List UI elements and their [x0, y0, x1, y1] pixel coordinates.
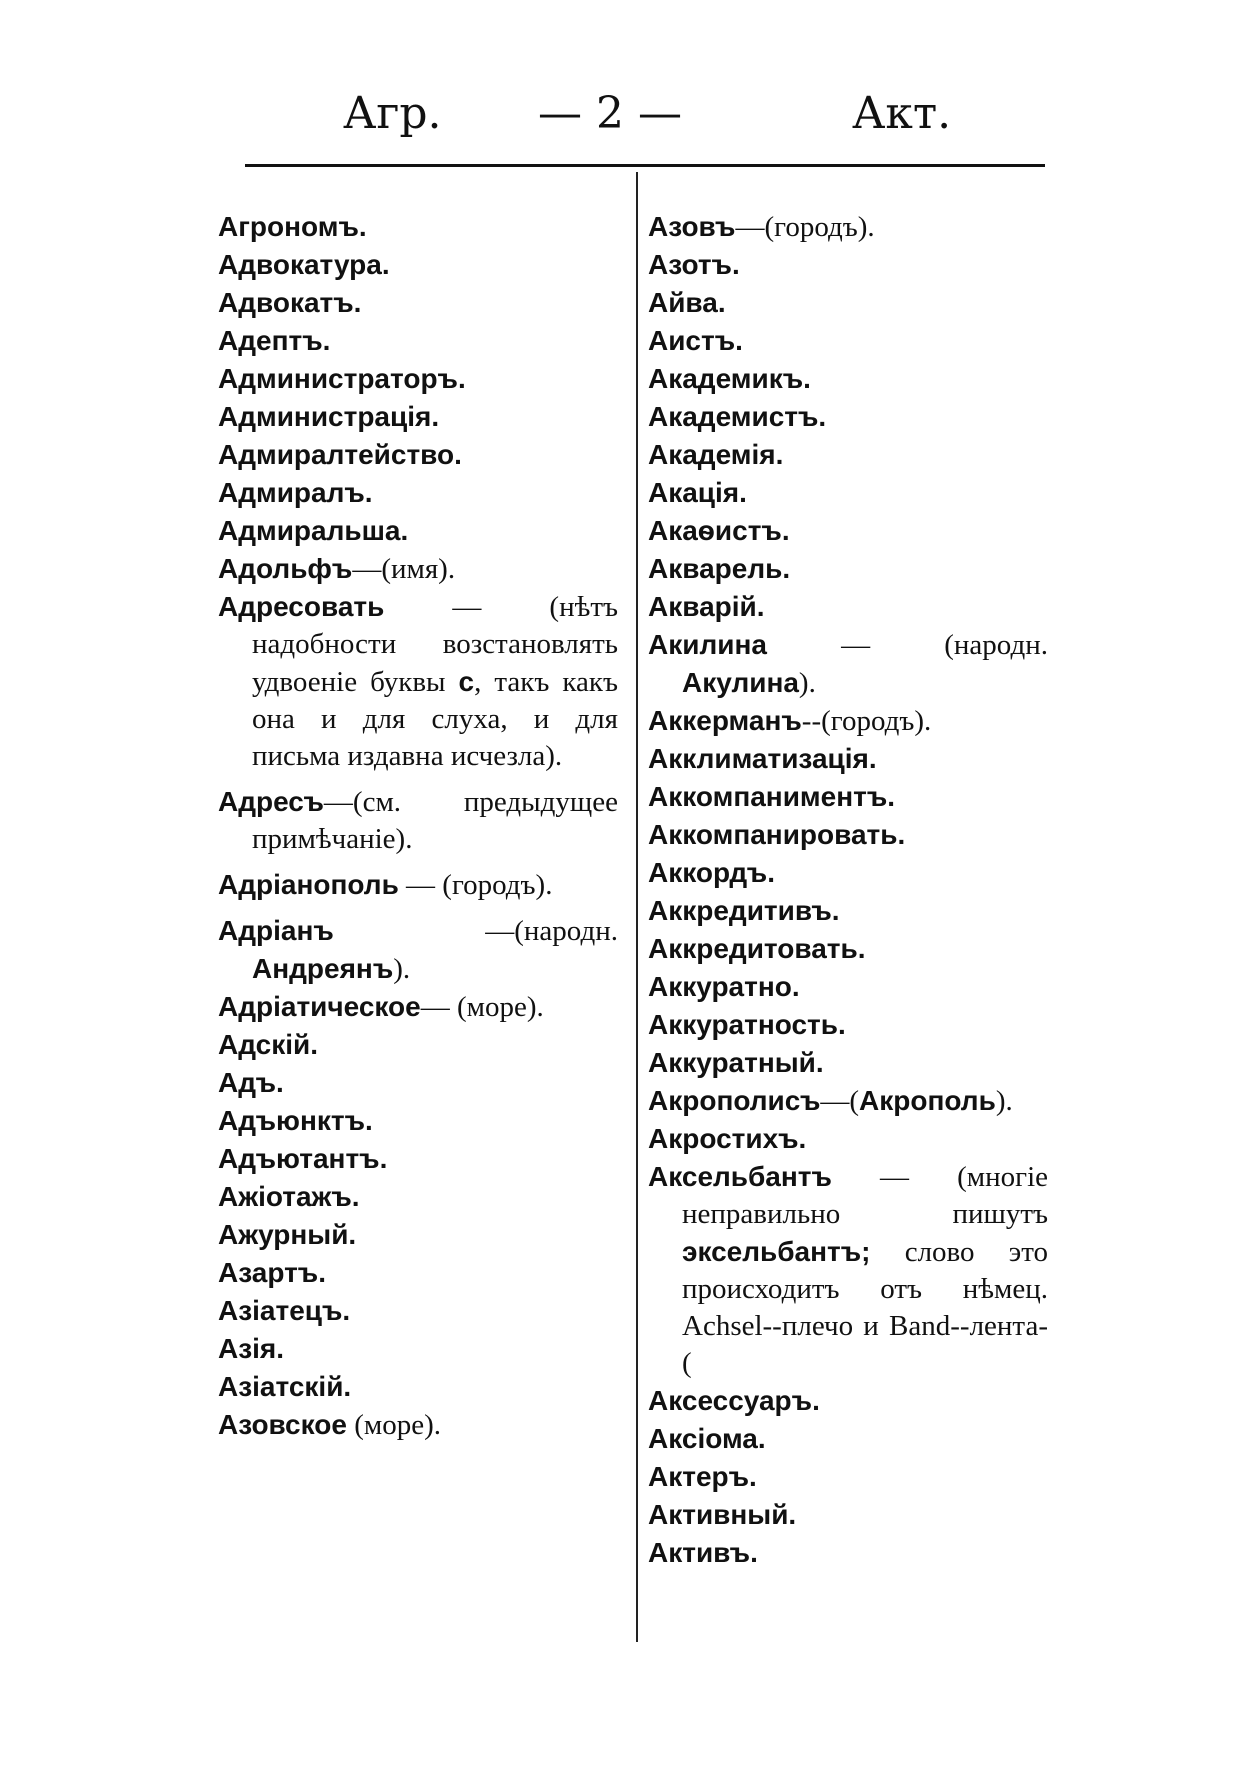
dictionary-entry [648, 550, 1048, 588]
entry-note: — (нѣтъ надобности возстановлять удвоеніе буквы [252, 591, 618, 698]
entry-headword: Администраторъ. [218, 363, 466, 394]
entry-headword: Аксіома. [648, 1423, 766, 1454]
entry-headword: Акрополисъ [648, 1085, 821, 1116]
header-left-guide-word: Агр. [343, 88, 442, 139]
entry-headword: Акварій. [648, 591, 765, 622]
entry-headword: Акростихъ. [648, 1123, 807, 1154]
entry-headword: Адріанъ [218, 915, 334, 946]
dictionary-entry [648, 360, 1048, 398]
entry-note: ). [798, 667, 816, 699]
dictionary-entry [648, 1158, 1048, 1382]
entry-note: ). [393, 953, 411, 985]
entry-note: --(городъ). [801, 705, 932, 737]
dictionary-entry [218, 284, 618, 322]
dictionary-entry [648, 1120, 1048, 1158]
entry-note: слово это происходитъ отъ нѣмец. Achsel--плечо и Band--лента-( [682, 1236, 1048, 1379]
entry-headword: Аксессуаръ. [648, 1385, 820, 1416]
dictionary-entry [218, 866, 618, 904]
dictionary-entry [218, 1102, 618, 1140]
dictionary-entry [648, 778, 1048, 816]
dictionary-entry [218, 1254, 618, 1292]
entry-headword: Администрація. [218, 401, 440, 432]
entry-headword: Ажурный. [218, 1219, 357, 1250]
entry-headword: Аксельбантъ [648, 1161, 832, 1192]
entry-headword: Адмиралтейство. [218, 439, 462, 470]
entry-headword: Аккуратно. [648, 971, 800, 1002]
entry-headword: Азовъ [648, 211, 736, 242]
dictionary-entry [218, 1368, 618, 1406]
left-column [218, 208, 618, 1444]
dictionary-entry [218, 474, 618, 512]
page-number: — 2 — [538, 88, 682, 139]
dictionary-entry [218, 436, 618, 474]
entry-note: —(имя). [352, 553, 456, 585]
entry-headword: Адвокатура. [218, 249, 390, 280]
dictionary-entry [648, 208, 1048, 246]
entry-headword: Адріатическое [218, 991, 421, 1022]
header-right-guide-word: Акт. [852, 88, 952, 139]
entry-headword: Акклиматизація. [648, 743, 877, 774]
dictionary-entry [648, 284, 1048, 322]
dictionary-entry [218, 912, 618, 988]
dictionary-entry [648, 968, 1048, 1006]
dictionary-entry [218, 208, 618, 246]
dictionary-entry [218, 398, 618, 436]
dictionary-entry [648, 512, 1048, 550]
dictionary-entry [218, 1064, 618, 1102]
entry-note: — (многіе неправильно пишутъ [682, 1161, 1048, 1230]
dictionary-entry [218, 1178, 618, 1216]
dictionary-entry [648, 1534, 1048, 1572]
dictionary-entry [648, 474, 1048, 512]
entry-headword: Адъюнктъ. [218, 1105, 373, 1136]
entry-headword: Адольфъ [218, 553, 353, 584]
dictionary-entry [648, 930, 1048, 968]
dictionary-entry [218, 550, 618, 588]
entry-headword: Акація. [648, 477, 747, 508]
entry-headword: Актеръ. [648, 1461, 757, 1492]
entry-headword: Ажіотажъ. [218, 1181, 360, 1212]
entry-note: — (городъ). [398, 869, 553, 901]
dictionary-entry [218, 1140, 618, 1178]
entry-headword: Адмиральша. [218, 515, 409, 546]
dictionary-entry [648, 1082, 1048, 1120]
entry-headword: Академія. [648, 439, 784, 470]
dictionary-entry [648, 854, 1048, 892]
entry-headword: Адскій. [218, 1029, 318, 1060]
dictionary-entry [218, 988, 618, 1026]
entry-note: —(народн. [333, 915, 618, 947]
dictionary-entry [648, 740, 1048, 778]
entry-headword: Акварель. [648, 553, 791, 584]
entry-headword: Аккомпаниментъ. [648, 781, 896, 812]
entry-headword: Андреянъ [252, 953, 394, 984]
dictionary-entry [218, 1216, 618, 1254]
entry-note: —( [820, 1085, 860, 1117]
entry-headword: Акилина [648, 629, 767, 660]
column-divider [636, 172, 638, 1642]
entry-headword: Азартъ. [218, 1257, 326, 1288]
dictionary-entry [648, 626, 1048, 702]
dictionary-entry [218, 1330, 618, 1368]
entry-headword: Акаѳистъ. [648, 515, 790, 546]
dictionary-entry [218, 1406, 618, 1444]
entry-headword: Азіатецъ. [218, 1295, 351, 1326]
entry-headword: Азія. [218, 1333, 285, 1364]
entry-headword: Аккордъ. [648, 857, 775, 888]
dictionary-entry [218, 246, 618, 284]
entry-note: — (море). [420, 991, 544, 1023]
dictionary-entry [218, 1026, 618, 1064]
right-column [648, 208, 1048, 1572]
entry-note: ). [995, 1085, 1013, 1117]
entry-headword: Академикъ. [648, 363, 811, 394]
entry-note: — (народн. [766, 629, 1048, 661]
dictionary-entry [648, 1420, 1048, 1458]
entry-headword: Аккуратность. [648, 1009, 846, 1040]
entry-headword: Адріанополь [218, 869, 399, 900]
entry-headword: эксельбантъ; [682, 1236, 871, 1267]
entry-headword: с [458, 666, 475, 697]
header-rule [245, 164, 1045, 167]
entry-headword: Адептъ. [218, 325, 331, 356]
entry-headword: Айва. [648, 287, 726, 318]
entry-headword: Азіатскій. [218, 1371, 352, 1402]
entry-note: —(см. предыдущее примѣчаніе). [252, 786, 618, 855]
entry-note: —(городъ). [735, 211, 875, 243]
entry-headword: Аккредитивъ. [648, 895, 840, 926]
dictionary-entry [648, 1044, 1048, 1082]
entry-headword: Акулина [682, 667, 799, 698]
entry-headword: Аистъ. [648, 325, 743, 356]
dictionary-entry [648, 1496, 1048, 1534]
entry-headword: Аккомпанировать. [648, 819, 906, 850]
dictionary-entry [648, 816, 1048, 854]
dictionary-entry [648, 322, 1048, 360]
page-header [0, 88, 1259, 158]
entry-headword: Адмиралъ. [218, 477, 373, 508]
dictionary-entry [218, 1292, 618, 1330]
dictionary-entry [648, 436, 1048, 474]
dictionary-entry [648, 892, 1048, 930]
entry-headword: Адресовать [218, 591, 385, 622]
dictionary-entry [218, 783, 618, 858]
entry-headword: Азотъ. [648, 249, 740, 280]
entry-note: (море). [346, 1409, 441, 1441]
dictionary-entry [648, 1006, 1048, 1044]
dictionary-entry [648, 1382, 1048, 1420]
entry-headword: Азовское [218, 1409, 347, 1440]
dictionary-entry [218, 322, 618, 360]
entry-headword: Акрополь [859, 1085, 996, 1116]
dictionary-entry [648, 398, 1048, 436]
entry-headword: Адвокатъ. [218, 287, 362, 318]
entry-headword: Аккредитовать. [648, 933, 866, 964]
entry-headword: Адъютантъ. [218, 1143, 388, 1174]
dictionary-entry [648, 588, 1048, 626]
entry-headword: Адъ. [218, 1067, 284, 1098]
entry-headword: Активъ. [648, 1537, 758, 1568]
dictionary-entry [218, 360, 618, 398]
entry-headword: Адресъ [218, 786, 324, 817]
entry-headword: Аккуратный. [648, 1047, 824, 1078]
dictionary-entry [648, 246, 1048, 284]
dictionary-entry [218, 588, 618, 775]
dictionary-entry [218, 512, 618, 550]
dictionary-entry [648, 702, 1048, 740]
entry-headword: Академистъ. [648, 401, 827, 432]
entry-note: , такъ какъ она и для слуха, и для письма издавна исчезла). [252, 666, 618, 772]
dictionary-entry [648, 1458, 1048, 1496]
entry-headword: Активный. [648, 1499, 797, 1530]
entry-headword: Аккерманъ [648, 705, 802, 736]
entry-headword: Агрономъ. [218, 211, 367, 242]
